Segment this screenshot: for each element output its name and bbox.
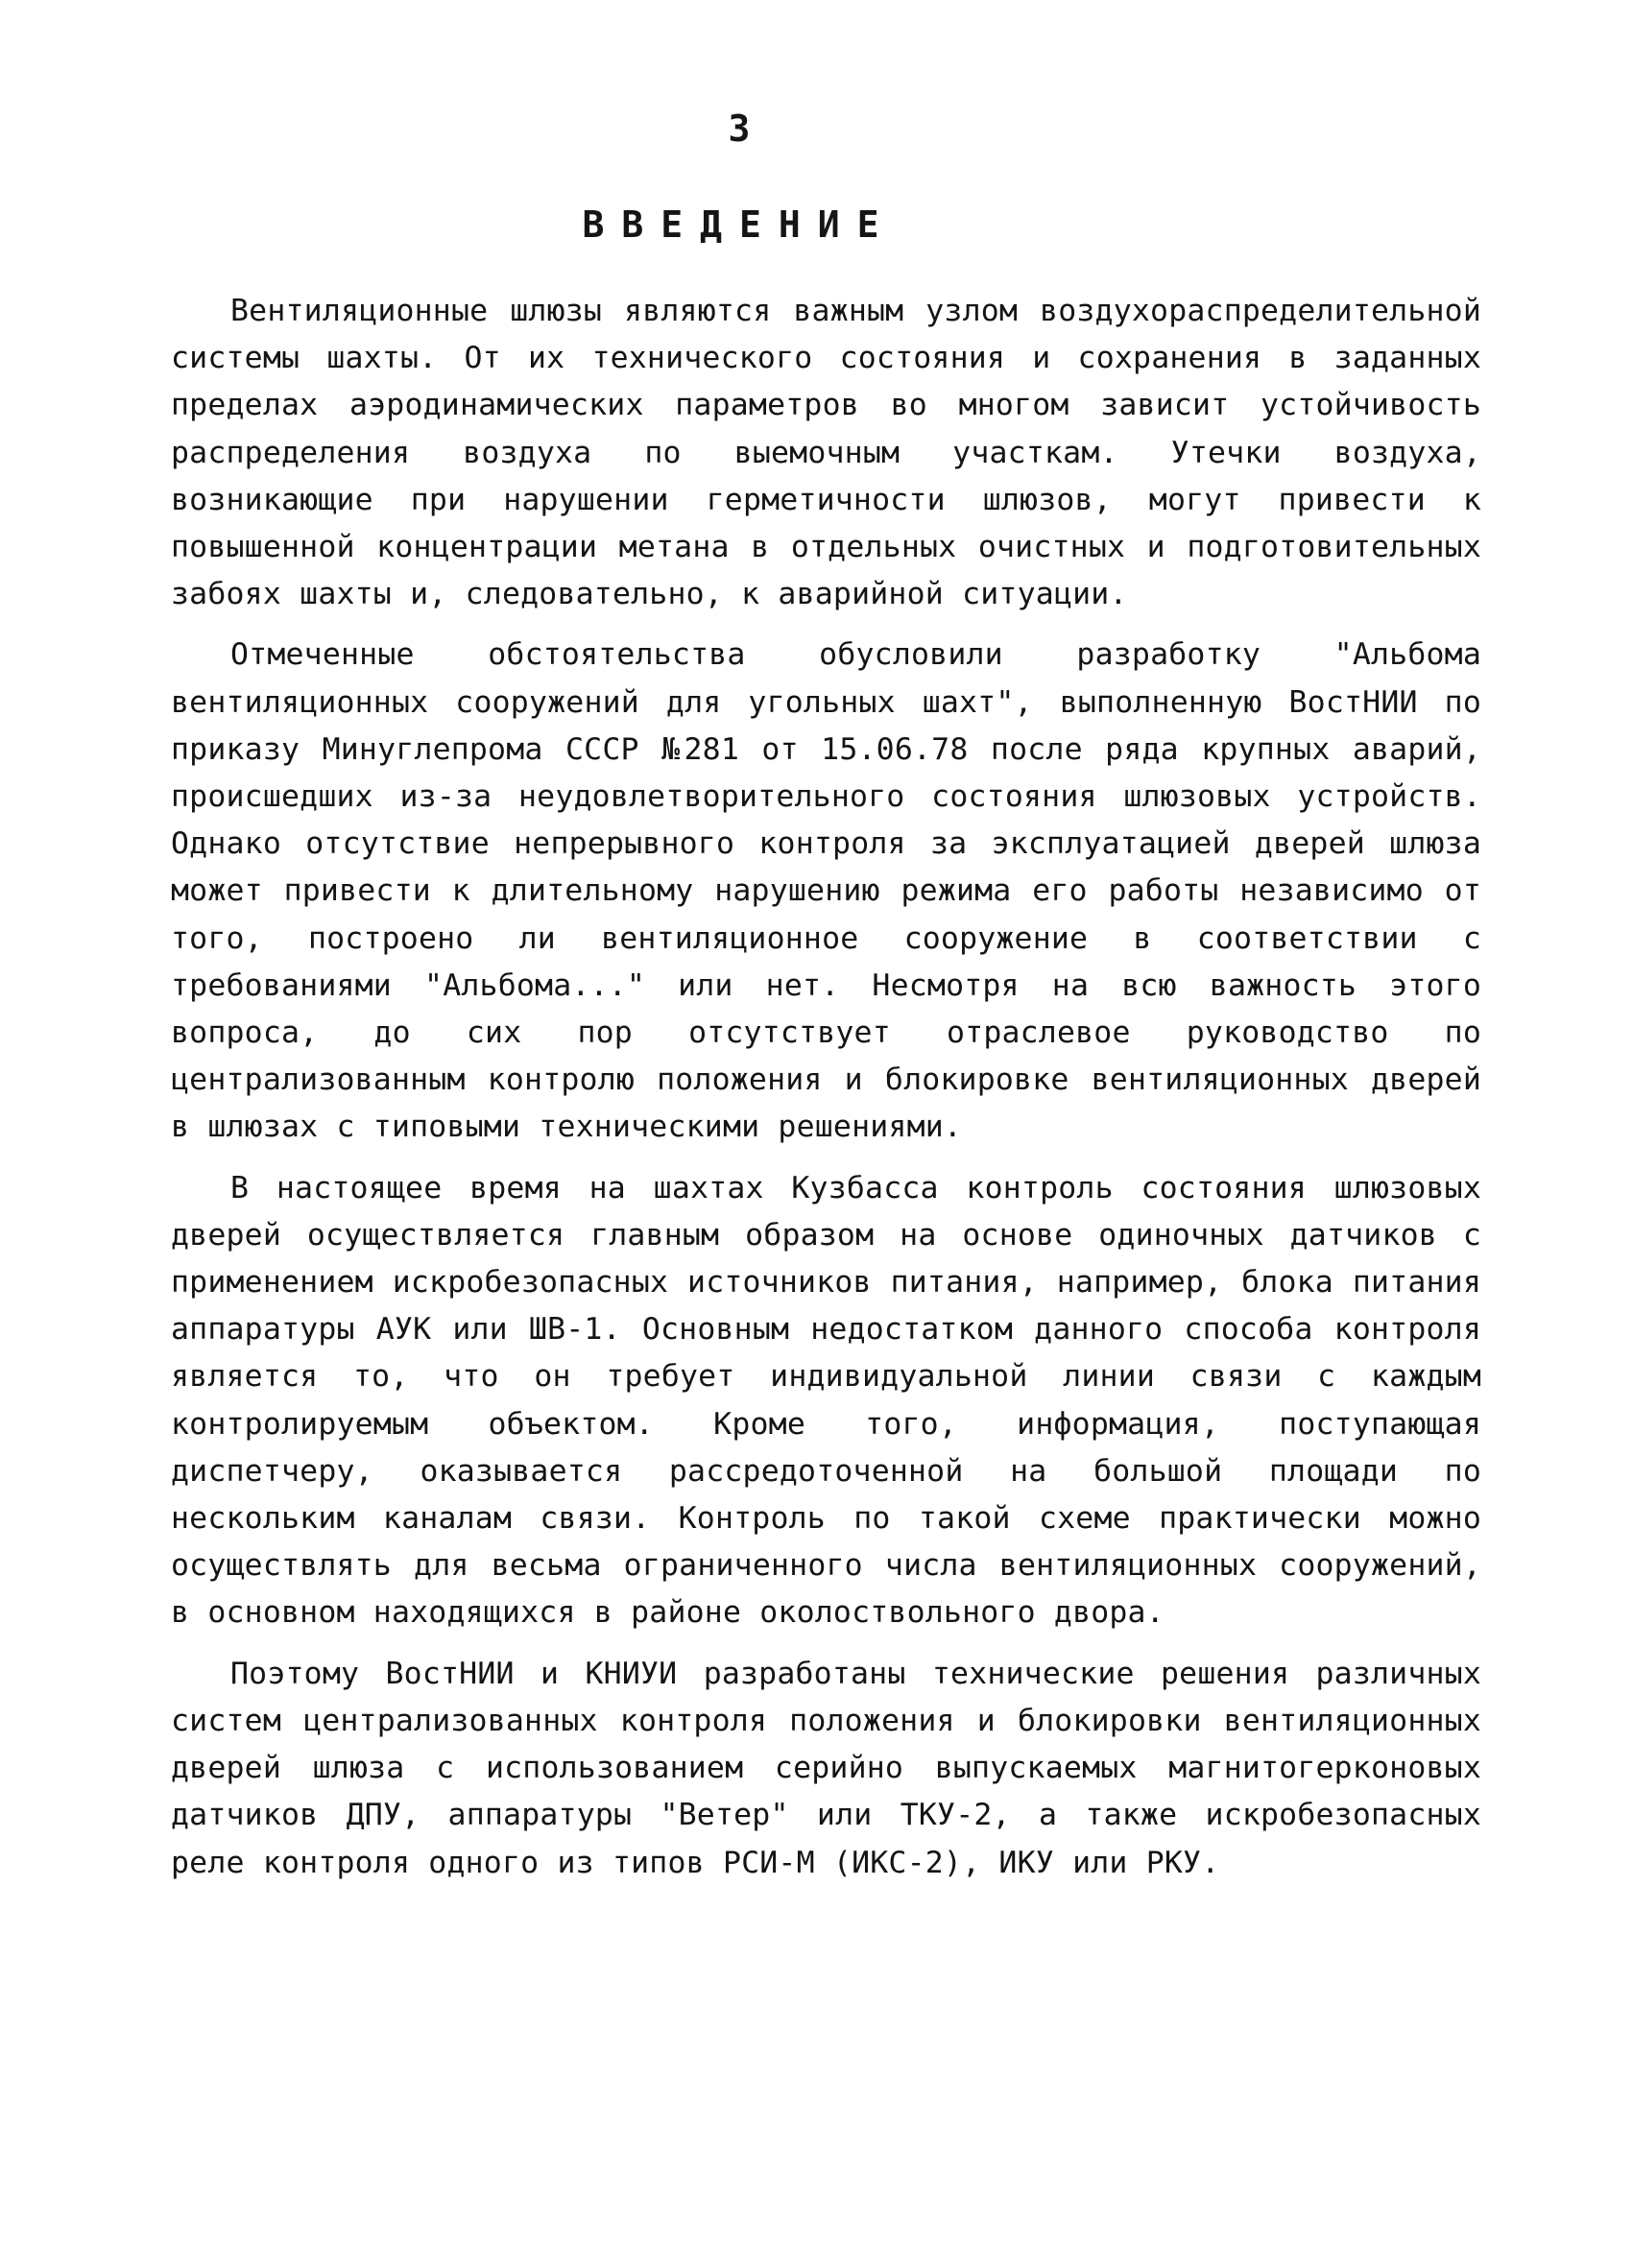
paragraph-2: Отмеченные обстоятельства обусловили разработку "Альбома вентиляционных сооружений для угольных шахт", выполненную ВостНИИ по приказу Минуглепрома СССР №281 от 15.06.78 после ряда крупных аварий, происшедших из-за неудовлетворительного состояния шлюзовых устройств. Однако отсутствие непрерывного контроля за эксплуатацией дверей шлюза может привести к длительному нарушению режима его работы независимо от того, построено ли вентиляционное сооружение в соответствии с требованиями "Альбома..." или нет. Несмотря на всю важность этого вопроса, до сих пор отсутствует отраслевое руководство по централизованным контролю положения и блокировке вентиляционных дверей в шлюзах с типовыми техническими решениями. (171, 637, 1481, 1145)
page-number: 3 (728, 107, 751, 150)
paragraph-3: В настоящее время на шахтах Кузбасса контроль состояния шлюзовых дверей осуществляется главным образом на основе одиночных датчиков с применением искробезопасных источников питания, например, блока питания аппаратуры АУК или ШВ-1. Основным недостатком данного способа контроля является то, что он требует индивидуальной линии связи с каждым контролируемым объектом. Кроме того, информация, поступающая диспетчеру, оказывается рассредоточенной на большой площади по нескольким каналам связи. Контроль по такой схеме практически можно осуществлять для весьма ограниченного числа вентиляционных сооружений, в основном находящихся в районе околоствольного двора. (171, 1170, 1481, 1631)
section-heading: ВВЕДЕНИЕ (582, 203, 897, 246)
body-text (171, 288, 1481, 1900)
paragraph-1: Вентиляционные шлюзы являются важным узлом воздухораспределительной системы шахты. От их технического состояния и сохранения в заданных пределах аэродинамических параметров во многом зависит устойчивость распределения воздуха по выемочным участкам. Утечки воздуха, возникающие при нарушении герметичности шлюзов, могут привести к повышенной концентрации метана в отдельных очистных и подготовительных забоях шахты и, следовательно, к аварийной ситуации. (171, 294, 1481, 612)
paragraph-4: Поэтому ВостНИИ и КНИУИ разработаны технические решения различных систем централизованных контроля положения и блокировки вентиляционных дверей шлюза с использованием серийно выпускаемых магнитогерконовых датчиков ДПУ, аппаратуры "Ветер" или ТКУ-2, а также искробезопасных реле контроля одного из типов РСИ-М (ИКС-2), ИКУ или РКУ. (171, 1656, 1481, 1880)
